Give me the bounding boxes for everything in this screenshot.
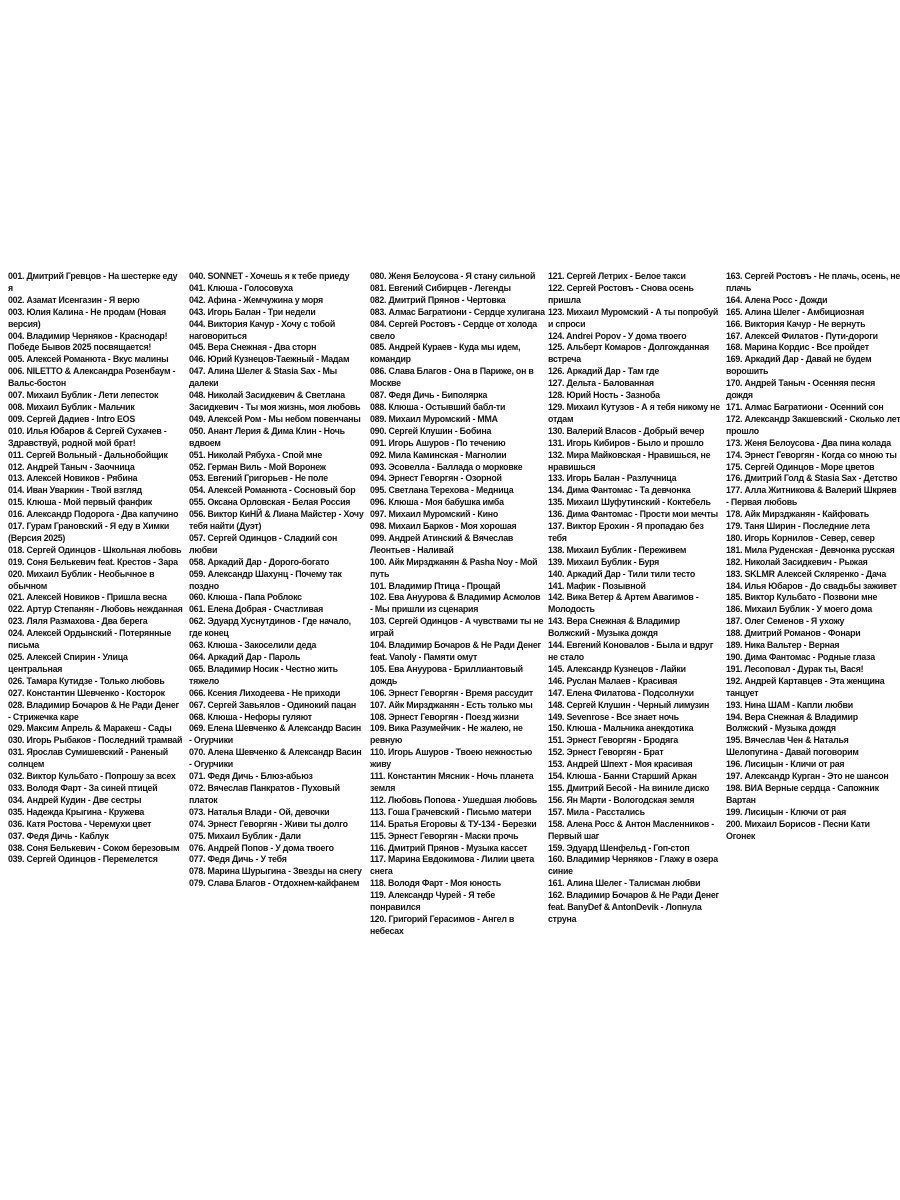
track-item: 045. Вера Снежная - Два сторн [189,342,317,354]
playlist-column-1 [8,271,184,866]
track-item: 091. Игорь Ашуров - По течению [370,437,506,449]
track-item: 111. Константин Мясник - Ночь планета земля [370,771,534,794]
track-item: 099. Андрей Атинский & Вячеслав Леонтьев - Наливай [370,532,514,556]
track-item: 154. Клюша - Банни Старший Аркан [548,771,697,783]
track-item: 033. Володя Фарт - За синей птицей [8,782,158,794]
track-list-2 [189,271,365,890]
track-item: 199. Лисицын - Ключи от рая [726,806,847,818]
track-item: 188. Дмитрий Романов - Фонари [726,628,861,640]
track-item: 058. Аркадий Дар - Дорого-богато [189,556,330,568]
track-item: 051. Николай Рябуха - Спой мне [189,449,323,461]
track-item: 097. Михаил Муромский - Кино [370,509,499,521]
track-item: 003. Юлия Калина - Не продам (Новая версия) [8,306,166,330]
track-item: 191. Лесоповал - Дурак ты, Вася! [726,663,864,675]
track-item: 076. Андрей Попов - У дома твоего [189,842,334,854]
track-item: 001. Дмитрий Гревцов - На шестерке еду я [8,271,178,294]
track-item: 190. Дима Фантомас - Родные глаза [726,652,875,663]
track-item: 186. Михаил Бублик - У моего дома [726,604,873,616]
track-item: 107. Айк Мирзджанян - Есть только мы [370,699,533,711]
track-item: 124. Andrei Popov - У дома твоего [548,330,687,342]
track-item: 078. Марина Шурыгина - Звезды на снегу [189,866,362,878]
track-item: 148. Сергей Клушин - Черный лимузин [548,699,710,711]
track-item: 005. Алексей Романюта - Вкус малины [8,354,169,366]
track-item: 158. Алена Росс & Антон Масленников - Первый шаг [548,818,714,842]
track-item: 094. Эрнест Геворгян - Озорной [370,473,502,485]
track-item: 064. Аркадий Дар - Пароль [189,652,301,663]
track-item: 176. Дмитрий Голд & Stasia Sax - Детство [726,473,898,485]
track-item: 174. Эрнест Геворгян - Когда со мною ты [726,449,897,461]
track-item: 090. Сергей Клушин - Бобина [370,425,492,437]
track-item: 047. Алина Шелег & Stasia Sax - Мы далеки [189,366,337,390]
track-item: 152. Эрнест Геворгян - Брат [548,747,664,759]
track-item: 036. Катя Ростова - Черемухи цвет [8,818,152,830]
track-item: 083. Алмас Багратиони - Сердце хулигана [370,306,545,318]
track-item: 100. Айк Мирзджанян & Pasha Noy - Мой путь [370,556,538,580]
track-item: 150. Клюша - Мальчика анекдотика [548,723,694,735]
track-item: 131. Игорь Кибиров - Было и прошло [548,437,704,449]
playlist-column-5 [726,271,900,843]
track-item: 144. Евгений Коновалов - Была и вдруг не стало [548,640,714,663]
track-item: 119. Александр Чурей - Я тебе понравился [370,890,496,914]
track-item: 016. Александр Подорога - Два капучино [8,509,179,521]
track-item: 026. Тамара Кутидзе - Только любовь [8,675,165,687]
track-item: 093. Эсовелла - Баллада о морковке [370,461,523,473]
track-item: 193. Нина ШАМ - Капли любви [726,699,853,711]
track-item: 063. Клюша - Закоселили деда [189,640,317,652]
track-item: 180. Игорь Корнилов - Север, север [726,532,875,544]
track-item: 139. Михаил Бублик - Буря [548,556,660,568]
playlist-sheet [8,271,900,951]
track-item: 006. NILETTO & Александра Розенбаум - Вальс-бостон [8,366,176,390]
track-item: 133. Игорь Балан - Разлучница [548,473,677,485]
track-item: 151. Эрнест Геворгян - Бродяга [548,735,679,747]
track-item: 173. Женя Белоусова - Два пина колада [726,437,891,449]
track-item: 125. Альберт Комаров - Долгожданная встреча [548,342,709,366]
track-item: 041. Клюша - Голосовуха [189,282,293,294]
track-item: 137. Виктор Ерохин - Я пропадаю без тебя [548,521,704,544]
track-item: 140. Аркадий Дар - Тили тили тесто [548,568,696,580]
track-item: 129. Михаил Кутузов - А я тебя никому не отдам [548,401,720,425]
track-item: 015. Клюша - Мой первый фанфик [8,497,153,509]
track-item: 067. Сергей Завьялов - Одинокий пацан [189,699,356,711]
track-item: 134. Дима Фантомас - Та девчонка [548,485,691,497]
track-item: 065. Владимир Носик - Честно жить тяжело [189,663,338,687]
track-item: 127. Дельта - Балованная [548,378,654,390]
track-item: 096. Клюша - Моя бабушка имба [370,497,504,509]
track-item: 135. Михаил Шуфутинский - Коктебель [548,497,711,509]
track-item: 056. Виктор КиНЙ & Лиана Майстер - Хочу тебя найти (Дуэт) [189,509,364,533]
track-item: 038. Соня Белькевич - Соком березовым [8,842,180,854]
track-item: 049. Алексей Ром - Мы небом повенчаны [189,413,361,425]
track-item: 171. Алмас Багратиони - Осенний сон [726,401,884,413]
track-item: 044. Виктория Качур - Хочу с тобой наговориться [189,318,336,342]
track-item: 162. Владимир Бочаров & Не Ради Денег feat. BanyDef & AntonDevik - Лопнула струна [548,890,719,925]
track-item: 121. Сергей Летрих - Белое такси [548,271,686,282]
track-item: 010. Илья Юбаров & Сергей Сухачев - Здравствуй, родной мой брат! [8,425,167,449]
track-item: 081. Евгений Сибирцев - Легенды [370,282,511,294]
track-item: 028. Владимир Бочаров & Не Ради Денег - Стрижечка каре [8,699,179,723]
track-item: 145. Александр Кузнецов - Лайки [548,663,686,675]
track-item: 009. Сергей Дадиев - Intro EOS [8,413,135,425]
track-item: 068. Клюша - Нефоры гуляют [189,711,312,723]
track-item: 030. Игорь Рыбаков - Последний трамвай [8,735,183,747]
track-item: 170. Андрей Таныч - Осенняя песня дождя [726,378,876,402]
track-item: 059. Александр Шахунц - Почему так поздно [189,568,342,592]
track-item: 168. Марина Кордис - Все пройдет [726,342,869,354]
track-item: 074. Эрнест Геворгян - Живи ты долго [189,818,348,830]
track-item: 018. Сергей Одинцов - Школьная любовь [8,544,182,556]
track-item: 086. Слава Благов - Она в Париже, он в Москве [370,366,534,390]
track-item: 189. Ника Вальтер - Верная [726,640,840,652]
track-item: 082. Дмитрий Прянов - Чертовка [370,294,506,306]
track-item: 118. Володя Фарт - Моя юность [370,878,501,890]
track-item: 014. Иван Уваркин - Твой взгляд [8,485,142,497]
track-item: 024. Алексей Ордынский - Потерянные письма [8,628,172,652]
track-item: 092. Мила Каминская - Магнолии [370,449,507,461]
track-item: 072. Вячеслав Панкратов - Пуховый платок [189,782,340,806]
track-item: 007. Михаил Бублик - Лети лепесток [8,390,159,402]
track-item: 149. Sevenrose - Все знает ночь [548,711,679,723]
track-item: 084. Сергей Ростовъ - Сердце от холода свело [370,318,537,342]
track-item: 113. Гоша Грачевский - Письмо матери [370,806,532,818]
track-item: 021. Алексей Новиков - Пришла весна [8,592,167,604]
track-item: 102. Ева Ануурова & Владимир Асмолов - Мы пришли из сценария [370,592,541,616]
track-item: 181. Мила Руденская - Девчонка русская [726,544,895,556]
track-item: 017. Гурам Грановский - Я еду в Химки (Версия 2025) [8,521,170,544]
track-item: 101. Владимир Птица - Прощай [370,580,501,592]
track-item: 120. Григорий Герасимов - Ангел в небесах [370,913,515,937]
track-item: 069. Елена Шевченко & Александр Васин - Огурчики [189,723,362,747]
track-item: 073. Наталья Влади - Ой, девочки [189,806,330,818]
track-item: 122. Сергей Ростовъ - Снова осень пришла [548,282,694,306]
track-item: 169. Аркадий Дар - Давай не будем ворошить [726,354,872,378]
track-item: 112. Любовь Попова - Ушедшая любовь [370,794,537,806]
track-item: 034. Андрей Кудин - Две сестры [8,794,142,806]
track-item: 147. Елена Филатова - Подсолнухи [548,687,694,699]
track-item: 109. Вика Разумейчик - Не жалею, не ревную [370,723,523,747]
track-item: 161. Алина Шелег - Талисман любви [548,878,701,890]
track-item: 146. Руслан Малаев - Красивая [548,675,678,687]
track-item: 175. Сергей Одинцов - Море цветов [726,461,875,473]
track-item: 103. Сергей Одинцов - А чувствами ты не играй [370,616,544,640]
track-list-1 [8,271,184,866]
track-item: 060. Клюша - Папа Роблокс [189,592,302,604]
track-item: 088. Клюша - Остывший бабл-ти [370,401,506,413]
track-item: 023. Ляля Размахова - Два берега [8,616,148,628]
track-item: 179. Таня Ширин - Последние лета [726,521,870,533]
track-item: 163. Сергей Ростовъ - Не плачь, осень, не плачь [726,271,900,294]
track-list-4 [548,271,724,926]
track-item: 155. Дмитрий Бесой - На виниле диско [548,782,710,794]
track-item: 142. Вика Ветер & Артем Авагимов - Молодость [548,592,699,616]
track-item: 020. Михаил Бублик - Необычное в обычном [8,568,155,592]
track-item: 029. Максим Апрель & Маракеш - Сады [8,723,172,735]
track-item: 195. Вячеслав Чен & Наталья Шелопугина - Давай поговорим [726,735,859,759]
track-item: 106. Эрнест Геворгян - Время рассудит [370,687,534,699]
track-item: 019. Соня Белькевич feat. Крестов - Зара [8,556,178,568]
track-item: 184. Илья Юбаров - До свадьбы заживет [726,580,897,592]
track-item: 141. Мафик - Позывной [548,580,646,592]
track-item: 062. Эдуард Хуснутдинов - Где начало, где конец [189,616,351,640]
track-item: 164. Алена Росс - Дожди [726,294,828,306]
track-item: 004. Владимир Черняков - Краснодар! Победе Бывов 2025 посвящается! [8,330,168,354]
track-item: 114. Братья Егоровы & ТУ-134 - Березки [370,818,537,830]
track-item: 138. Михаил Бублик - Переживем [548,544,687,556]
track-item: 095. Светлана Терехова - Медница [370,485,514,497]
track-item: 105. Ева Ануурова - Бриллиантовый дождь [370,663,523,687]
track-item: 108. Эрнест Геворгян - Поезд жизни [370,711,519,723]
track-item: 110. Игорь Ашуров - Твоею нежностью живу [370,747,533,771]
track-item: 197. Александр Курган - Это не шансон [726,771,889,783]
track-item: 025. Алексей Спирин - Улица центральная [8,652,128,675]
track-item: 027. Константин Шевченко - Косторок [8,687,165,699]
track-list-3 [370,271,546,938]
track-item: 156. Ян Марти - Вологодская земля [548,794,695,806]
track-item: 177. Алла Житникова & Валерий Шкряев - Первая любовь [726,485,897,509]
track-item: 089. Михаил Муромский - ММА [370,413,498,425]
track-item: 037. Федя Дичь - Каблук [8,830,109,842]
track-item: 070. Алена Шевченко & Александр Васин - Огурчики [189,747,362,771]
track-item: 077. Федя Дичь - У тебя [189,854,287,866]
track-item: 085. Андрей Кураев - Куда мы идем, командир [370,342,521,366]
track-item: 198. ВИА Верные сердца - Сапожник Вартан [726,782,879,806]
track-item: 185. Виктор Кульбато - Позвони мне [726,592,878,604]
track-item: 039. Сергей Одинцов - Перемелется [8,854,158,866]
track-item: 011. Сергей Вольный - Дальнобойщик [8,449,168,461]
track-item: 055. Оксана Орловская - Белая Россия [189,497,351,509]
track-item: 159. Эдуард Шенфельд - Гоп-стоп [548,842,690,854]
track-item: 040. SONNET - Хочешь я к тебе приеду [189,271,350,282]
track-item: 123. Михаил Муромский - А ты попробуй и спроси [548,306,719,330]
track-item: 075. Михаил Бублик - Дали [189,830,301,842]
track-item: 116. Дмитрий Прянов - Музыка кассет [370,842,528,854]
track-item: 048. Николай Засидкевич & Светлана Засидкевич - Ты моя жизнь, моя любовь [189,390,361,413]
track-item: 117. Марина Евдокимова - Лилии цвета снега [370,854,535,878]
track-item: 043. Игорь Балан - Три недели [189,306,316,318]
track-item: 200. Михаил Борисов - Песни Кати Огонек [726,818,870,842]
track-item: 167. Алексей Филатов - Пути-дороги [726,330,878,342]
track-item: 032. Виктор Кульбато - Попрошу за всех [8,771,176,783]
track-item: 098. Михаил Барков - Моя хорошая [370,521,517,533]
track-item: 128. Юрий Ность - Зазноба [548,390,660,402]
track-item: 115. Эрнест Геворгян - Маски прочь [370,830,519,842]
track-item: 172. Александр Закшевский - Сколько лет прошло [726,413,900,437]
track-item: 031. Ярослав Сумишевский - Раненый солнцем [8,747,168,771]
track-item: 157. Мила - Расстались [548,806,645,818]
track-item: 012. Андрей Таныч - Заочница [8,461,135,473]
playlist-column-4 [548,271,724,926]
track-item: 052. Герман Виль - Мой Воронеж [189,461,326,473]
track-item: 035. Надежда Крыгина - Кружева [8,806,145,818]
track-item: 079. Слава Благов - Отдохнем-кайфанем [189,878,360,890]
track-item: 183. SKLMR Алексей Скляренко - Дача [726,568,887,580]
track-item: 136. Дима Фантомас - Прости мои мечты [548,509,718,521]
track-item: 132. Мира Майковская - Нравишься, не нравишься [548,449,711,473]
track-item: 165. Алина Шелег - Амбициозная [726,306,865,318]
track-item: 042. Афина - Жемчужина у моря [189,294,323,306]
track-item: 066. Ксения Лиходеева - Не приходи [189,687,341,699]
track-item: 008. Михаил Бублик - Мальчик [8,401,135,413]
track-item: 054. Алексей Романюта - Сосновый бор [189,485,356,497]
track-item: 182. Николай Засидкевич - Рыжая [726,556,868,568]
track-item: 022. Артур Степанян - Любовь нежданная [8,604,183,616]
track-list-5 [726,271,900,843]
track-item: 013. Алексей Новиков - Рябина [8,473,138,485]
track-item: 187. Олег Семенов - Я ухожу [726,616,845,628]
track-item: 178. Айк Мирзджанян - Кайфовать [726,509,869,521]
track-item: 153. Андрей Шпехт - Моя красивая [548,759,693,771]
track-item: 192. Андрей Картавцев - Эта женщина танцует [726,675,885,699]
track-item: 061. Елена Добрая - Счастливая [189,604,324,616]
track-item: 080. Женя Белоусова - Я стану сильной [370,271,536,282]
playlist-column-2 [189,271,365,890]
track-item: 130. Валерий Власов - Добрый вечер [548,425,705,437]
track-item: 046. Юрий Кузнецов-Таежный - Мадам [189,354,350,366]
track-item: 126. Аркадий Дар - Там где [548,366,660,378]
track-item: 002. Азамат Исенгазин - Я верю [8,294,140,306]
track-item: 071. Федя Дичь - Блюз-абьюз [189,771,313,783]
track-item: 050. Анант Лерия & Дима Клин - Ночь вдвоем [189,425,345,449]
playlist-column-3 [370,271,546,938]
track-item: 104. Владимир Бочаров & Не Ради Денег feat. Vanoly - Памяти омут [370,640,541,663]
track-item: 196. Лисицын - Кличи от рая [726,759,845,771]
track-item: 087. Федя Дичь - Биполярка [370,390,488,402]
track-item: 166. Виктория Качур - Не вернуть [726,318,866,330]
track-item: 194. Вера Снежная & Владимир Волжский - Музыка дождя [726,711,858,735]
track-item: 057. Сергей Одинцов - Сладкий сон любви [189,532,338,556]
track-item: 143. Вера Снежная & Владимир Волжский - Музыка дождя [548,616,680,640]
track-item: 160. Владимир Черняков - Глажу в озера синие [548,854,718,878]
track-item: 053. Евгений Григорьев - Не поле [189,473,328,485]
